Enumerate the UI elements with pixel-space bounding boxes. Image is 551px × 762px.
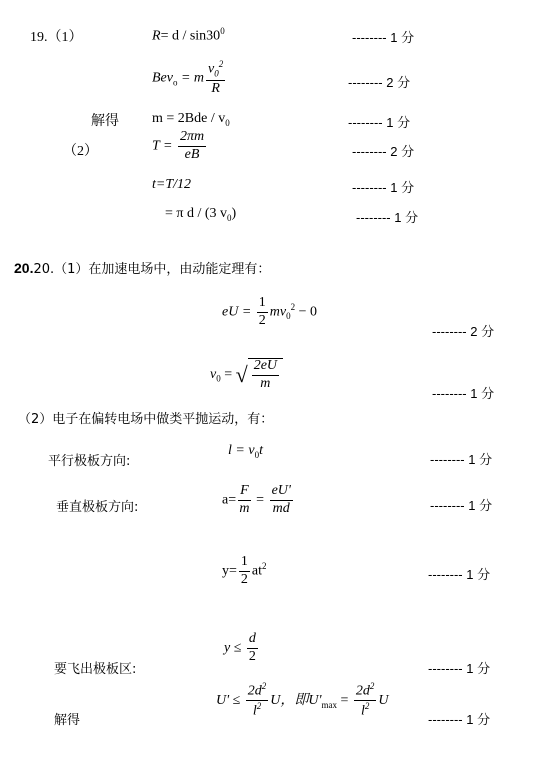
q20-score-3: -------- 1 分 bbox=[430, 452, 493, 467]
q19-eq2: Bev$_o$ = m $\frac{v_0^2}{R}$ bbox=[152, 59, 224, 96]
label-parallel: 平行极板方向: bbox=[48, 454, 131, 469]
q19-eq3: $m = 2Bde / v_0$ bbox=[152, 111, 230, 128]
q20-eq6: y ≤ $\frac{d}{2}$ bbox=[224, 631, 256, 664]
q19-score-3: -------- 1 分 bbox=[348, 115, 411, 130]
q19-eq1: $R= d / \sin 30^0$ bbox=[152, 26, 225, 44]
q19-score-1: -------- 1 分 bbox=[352, 30, 415, 45]
q20-header-text: 20.（1）在加速电场中，由动能定理有： bbox=[33, 262, 271, 277]
q20-score-5: -------- 1 分 bbox=[428, 567, 491, 582]
q20-score-6: -------- 1 分 bbox=[428, 661, 491, 676]
q19-score-5: -------- 1 分 bbox=[352, 180, 415, 195]
label-solve: 解得 bbox=[54, 713, 81, 728]
q20-score-1: -------- 2 分 bbox=[432, 324, 495, 339]
q20-score-7: -------- 1 分 bbox=[428, 712, 491, 727]
q19-score-2: -------- 2 分 bbox=[348, 75, 411, 90]
q20-eq5: y= $\frac{1}{2}$ $at^2$ bbox=[222, 554, 267, 587]
q19-score-6: -------- 1 分 bbox=[356, 210, 419, 225]
q20-header: 20.20.（1）在加速电场中，由动能定理有： bbox=[14, 260, 271, 277]
q20-score-2: -------- 1 分 bbox=[432, 386, 495, 401]
q19-part2: （2） bbox=[63, 144, 98, 159]
q19-header: 19.（1） bbox=[30, 30, 83, 45]
q19-score-4: -------- 2 分 bbox=[352, 144, 415, 159]
label-perpendicular: 垂直极板方向: bbox=[56, 500, 139, 515]
q19-eq6: = π d / (3 $v_0$) bbox=[165, 206, 237, 223]
q20-part2-header: （2）电子在偏转电场中做类平抛运动，有： bbox=[18, 412, 274, 427]
q20-eq4: a= $\frac{F}{m}$ = $\frac{eU'}{md}$ bbox=[222, 483, 291, 516]
q19-eq5: t=T/12 bbox=[152, 177, 192, 192]
q19-eq4: T = $\frac{2\pi m}{eB}$ bbox=[152, 129, 205, 162]
q20-eq2: $v_0$ = √ $\frac{2eU}{m}$ bbox=[210, 358, 283, 391]
q20-eq1: eU = $\frac{1}{2}$ $mv_0^2 - 0$ bbox=[222, 295, 318, 328]
label-fly-out: 要飞出极板区: bbox=[54, 662, 137, 677]
q20-eq3: $l = v_0t$ bbox=[228, 443, 263, 460]
q19-solve-label: 解得 bbox=[91, 113, 119, 129]
q20-score-4: -------- 1 分 bbox=[430, 498, 493, 513]
q20-eq7: U' ≤ $\frac{2d^2}{l^2}$ U，即$U'_{max}$ = $\frac{2d^2}{l^2}$ U bbox=[216, 681, 389, 719]
